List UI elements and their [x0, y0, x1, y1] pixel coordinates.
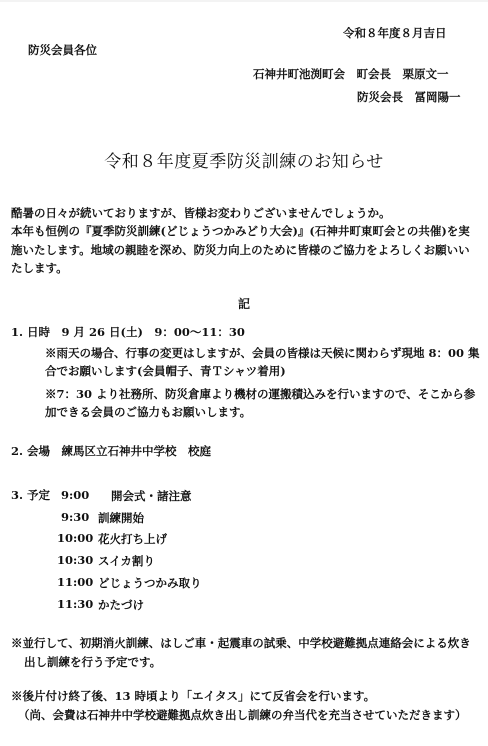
item-venue: 2. 会場 練馬区立石神井中学校 校庭 — [11, 444, 212, 458]
schedule-event: 開会式・諸注意 — [111, 489, 192, 503]
schedule-event: スイカ割り — [98, 554, 155, 568]
schedule-time: 10:00 — [57, 531, 94, 545]
concurrent-note-line-1: ※並行して、初期消火訓練、はしご車・起震車の試乗、中学校避難拠点連絡会による炊き — [11, 636, 471, 650]
schedule-event: どじょうつかみ取り — [98, 576, 202, 590]
intro-greeting: 酷暑の日々が続いておりますが、皆様お変わりございませんでしょうか。 — [11, 206, 391, 220]
intro-line-1: 本年も恒例の『夏季防災訓練(どじょうつかみどり大会)』(石神井町東町会との共催)を実 — [11, 224, 470, 238]
afterparty-note-line-1: ※後片付け終了後、13 時頃より「エイタス」にて反省会を行います。 — [11, 689, 376, 703]
sender-line-2: 防災会長 冨岡陽一 — [357, 90, 461, 104]
page-title: 令和８年度夏季防災訓練のお知らせ — [104, 152, 384, 172]
rain-note-line-2: 合でお願いします(会員帽子、青Ｔシャツ着用) — [45, 364, 286, 378]
issue-date: 令和８年度８月吉日 — [343, 26, 447, 40]
schedule-time: 9:00 — [61, 488, 90, 502]
afterparty-note-line-2: （尚、会費は石神井中学校避難拠点炊き出し訓練の弁当代を充当させていただきます） — [18, 708, 467, 722]
sender-line-1: 石神井町池渕町会 町会長 栗原文一 — [253, 67, 449, 81]
schedule-time: 11:00 — [57, 575, 94, 589]
ki-heading: 記 — [237, 297, 250, 311]
schedule-event: 花火打ち上げ — [98, 532, 167, 546]
scan-edge — [0, 0, 488, 2]
prep-note-line-1: ※7：30 より社務所、防災倉庫より機材の運搬積込みを行いますので、そこから参 — [45, 387, 476, 401]
intro-line-2: 施いたします。地域の親睦を深め、防災力向上のために皆様のご協力をよろしくお願いい — [11, 243, 470, 257]
addressee: 防災会員各位 — [28, 43, 97, 57]
item-schedule-label: 3. 予定 — [11, 488, 51, 502]
schedule-time: 9:30 — [61, 510, 90, 524]
schedule-event: かたづけ — [98, 598, 144, 612]
prep-note-line-2: 加できる会員のご協力もお願いします。 — [45, 405, 252, 419]
item-datetime: 1. 日時 9 月 26 日(土) 9：00～11：30 — [11, 325, 245, 339]
rain-note-line-1: ※雨天の場合、行事の変更はしますが、会員の皆様は天候に関わらず現地 8：00 集 — [45, 346, 480, 360]
schedule-event: 訓練開始 — [98, 511, 144, 525]
concurrent-note-line-2: 出し訓練を行う予定です。 — [24, 655, 162, 669]
schedule-time: 11:30 — [57, 597, 94, 611]
schedule-time: 10:30 — [57, 553, 94, 567]
intro-line-3: たします。 — [11, 261, 68, 275]
